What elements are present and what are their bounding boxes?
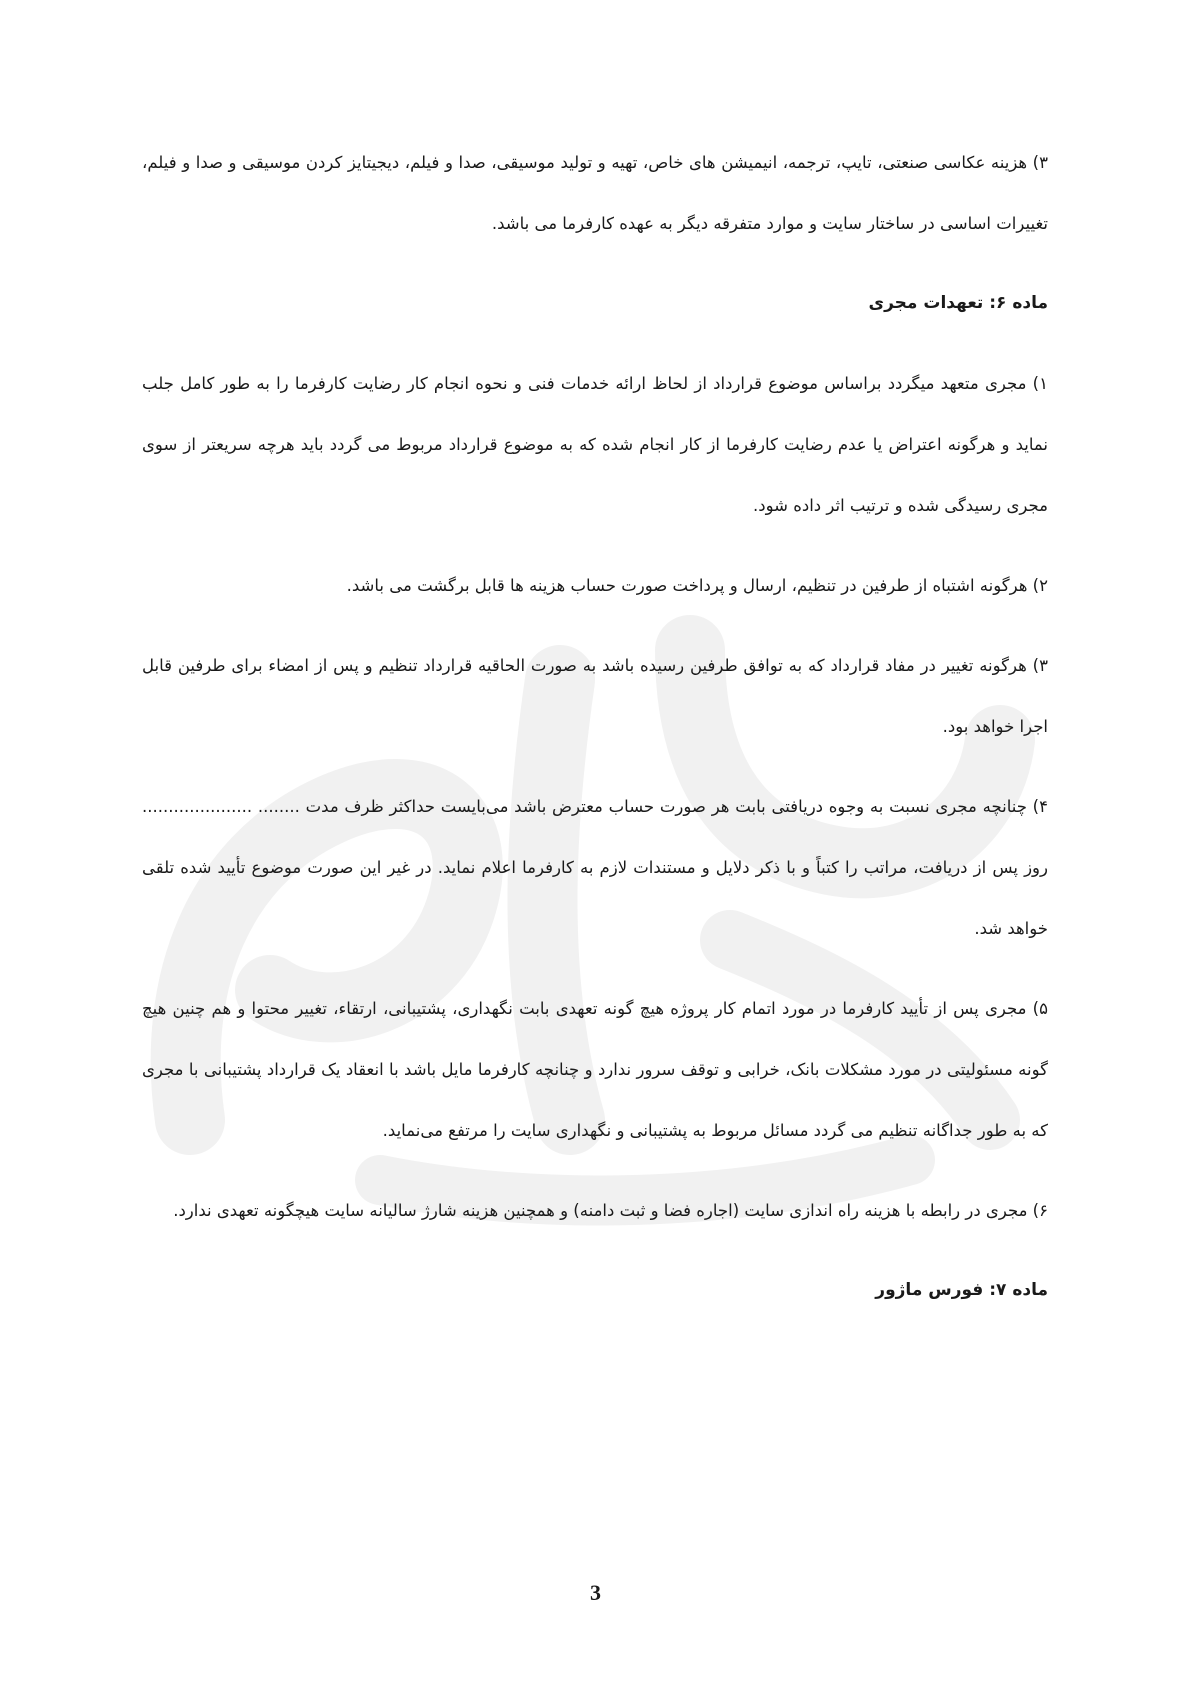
document-body: [142, 132, 1048, 1321]
article-6-item-2: ۲) هرگونه اشتباه از طرفین در تنظیم، ارسال و پرداخت صورت حساب هزینه ها قابل برگشت می باشد.: [346, 576, 1048, 595]
article-6-heading: ماده ۶: تعهدات مجری: [868, 293, 1048, 313]
page-number: 3: [590, 1580, 601, 1605]
article-6-item-5: ۵) مجری پس از تأیید کارفرما در مورد اتمام کار پروژه هیچ گونه تعهدی بابت نگهداری، پشتیبانی، ارتقاء، تغییر محتوا و هم چنین هیچ گونه مسئولیتی در مورد مشکلات بانک، خرابی و توقف سرور ندارد و چنانچه کارفرما مایل باشد با انعقاد یک قرارداد پشتیبانی با مجری که به طور جداگانه تنظیم می گردد مسائل مربوط به پشتیبانی و نگهداری سایت را مرتفع می‌نماید.: [142, 999, 1048, 1140]
article-7-heading: ماده ۷: فورس ماژور: [875, 1280, 1048, 1300]
paragraph-item-3-costs: ۳) هزینه عکاسی صنعتی، تایپ، ترجمه، انیمیشن های خاص، تهیه و تولید موسیقی، صدا و فیلم، دیجیتایز کردن موسیقی و صدا و فیلم، تغییرات اساسی در ساختار سایت و موارد متفرقه دیگر به عهده کارفرما می باشد.: [142, 153, 1048, 233]
spacer: [142, 1241, 1048, 1260]
article-6-item-1: ۱) مجری متعهد میگردد براساس موضوع قرارداد از لحاظ ارائه خدمات فنی و نحوه انجام کار رضایت کارفرما را به طور کامل جلب نماید و هرگونه اعتراض یا عدم رضایت کارفرما از کار انجام شده که به موضوع قرارداد مربوط می گردد باید هرچه سریعتر از سوی مجری رسیدگی شده و ترتیب اثر داده شود.: [142, 374, 1048, 515]
article-6-item-6: ۶) مجری در رابطه با هزینه راه اندازی سایت (اجاره فضا و ثبت دامنه) و همچنین هزینه شارژ سالیانه سایت هیچگونه تعهدی ندارد.: [173, 1201, 1048, 1220]
article-6-item-4: ۴) چنانچه مجری نسبت به وجوه دریافتی بابت هر صورت حساب معترض باشد می‌بایست حداکثر ظرف مدت ........ ..................... روز پس از دریافت، مراتب را کتباً و با ذکر دلایل و مستندات لازم به کارفرما اعلام نماید. در غیر این صورت موضوع تأیید شده تلقی خواهد شد.: [142, 797, 1048, 938]
spacer: [142, 334, 1048, 353]
article-6-item-3: ۳) هرگونه تغییر در مفاد قرارداد که به توافق طرفین رسیده باشد به صورت الحاقیه قرارداد تنظیم و پس از امضاء برای طرفین قابل اجرا خواهد بود.: [142, 656, 1048, 736]
spacer: [142, 536, 1048, 555]
spacer: [142, 757, 1048, 776]
spacer: [142, 1161, 1048, 1180]
spacer: [142, 616, 1048, 635]
spacer: [142, 959, 1048, 978]
spacer: [142, 254, 1048, 273]
